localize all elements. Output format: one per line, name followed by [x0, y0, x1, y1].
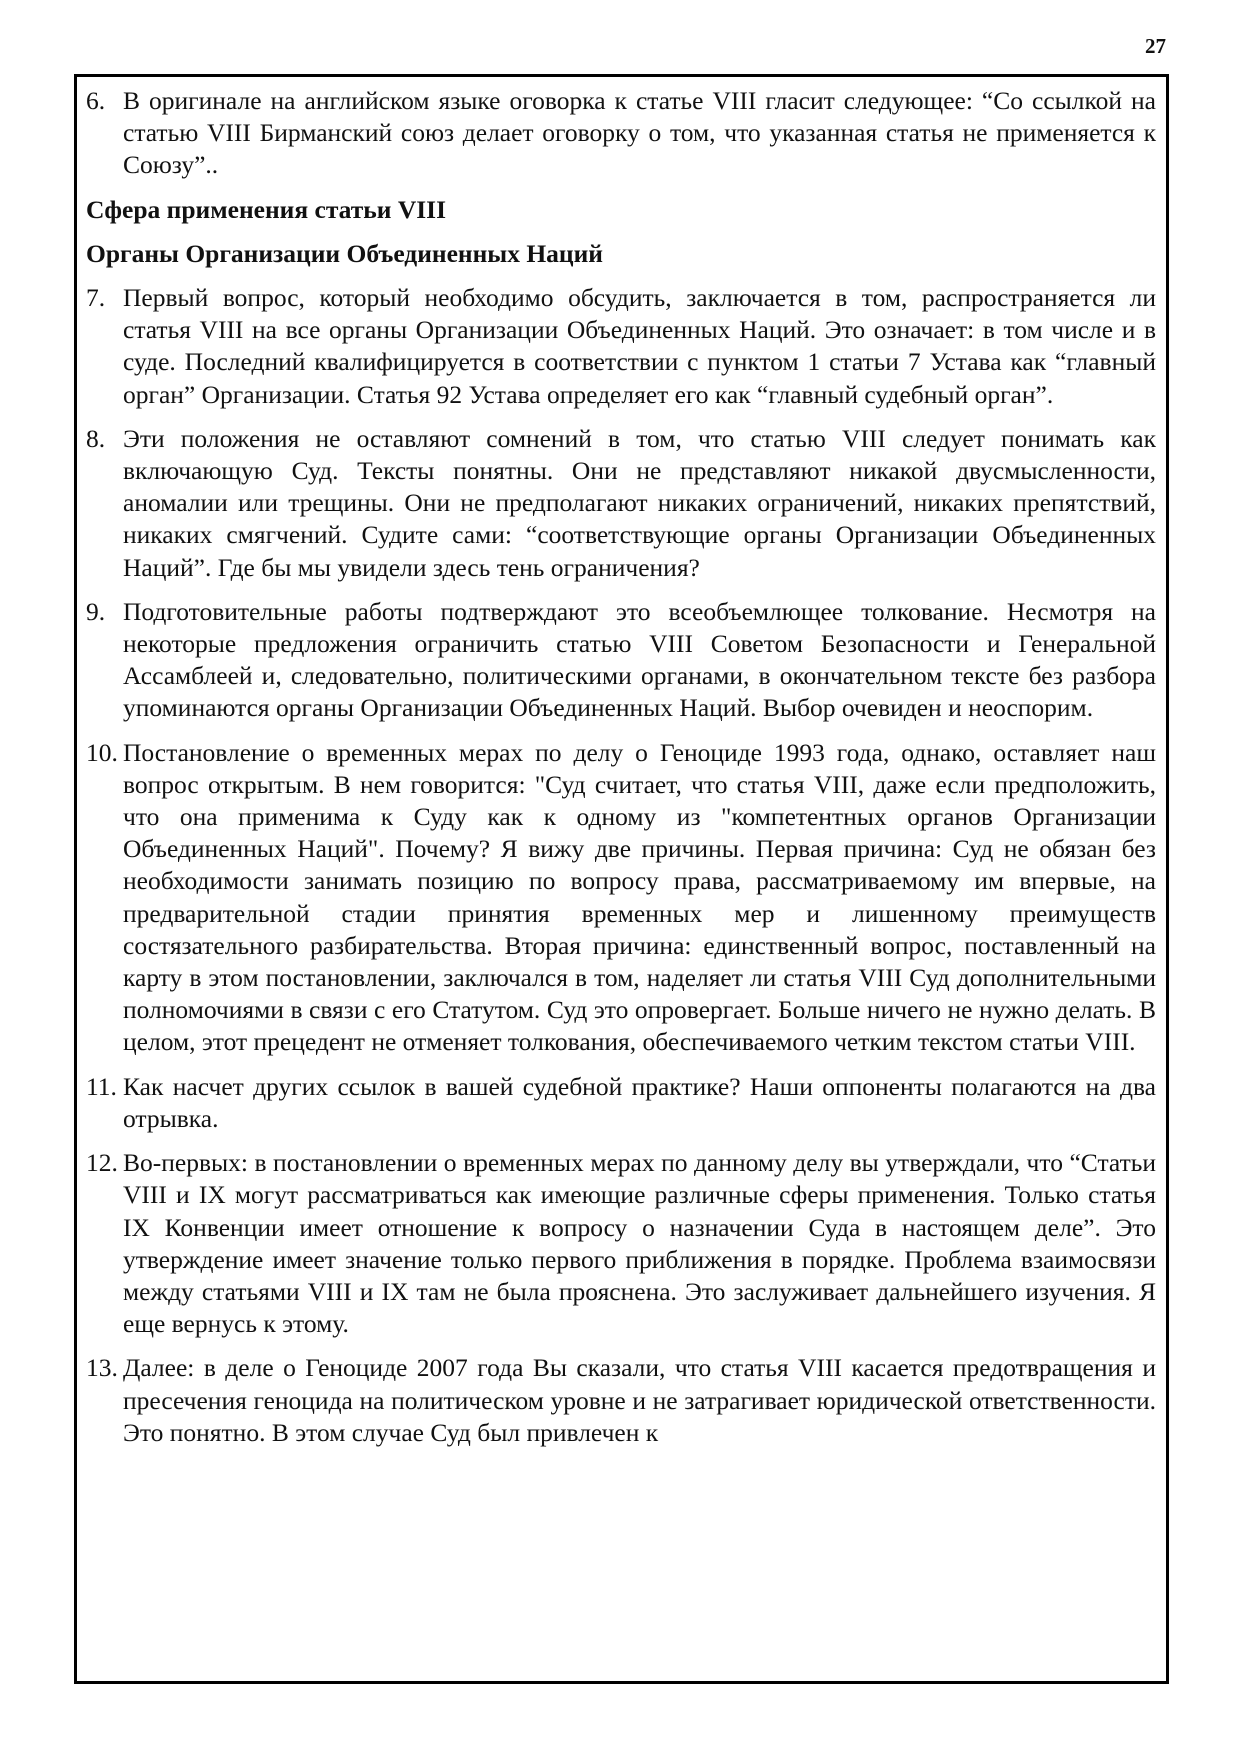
paragraph-number: 12.: [86, 1148, 118, 1178]
paragraph-number: 7.: [86, 283, 106, 313]
paragraph-text: Первый вопрос, который необходимо обсудить, заключается в том, распространяется ли статья VIII на все органы Организации Объединенных Наций. Это означает: в том числе и в суде. Последний квалифицируется в соответствии с пунктом 1 статьи 7 Устава как “главный орган” Организации. Статья 92 Устава определяет его как “главный судебный орган”.: [123, 283, 1156, 409]
section-heading: Сфера применения статьи VIII: [86, 194, 447, 224]
paragraph-8: [86, 423, 1156, 584]
paragraph-text: Эти положения не оставляют сомнений в том, что статью VIII следует понимать как включающую Суд. Тексты понятны. Они не представляют никакой двусмысленности, аномалии или трещины. Они не предполагают никаких ограничений, никаких препятствий, никаких смягчений. Судите сами: “соответствующие органы Организации Объединенных Наций”. Где бы мы увидели здесь тень ограничения?: [123, 423, 1156, 582]
paragraph-text: Во-первых: в постановлении о временных мерах по данному делу вы утверждали, что “Статьи VIII и IX могут рассматриваться как имеющие различные сферы применения. Только статья IX Конвенции имеет отношение к вопросу о назначении Суда в настоящем деле”. Это утверждение имеет значение только первого приближения в порядке. Проблема взаимосвязи между статьями VIII и IX там не была прояснена. Это заслуживает дальнейшего изучения. Я еще вернусь к этому.: [123, 1148, 1156, 1339]
paragraph-6: [86, 85, 1156, 182]
paragraph-11: [86, 1071, 1156, 1135]
paragraph-text: Постановление о временных мерах по делу о Геноциде 1993 года, однако, оставляет наш вопрос открытым. В нем говорится: "Суд считает, что статья VIII, даже если предположить, что она применима к Суду как к одному из "компетентных органов Организации Объединенных Наций". Почему? Я вижу две причины. Первая причина: Суд не обязан без необходимости занимать позицию по вопросу права, рассматриваемому им впервые, на предварительной стадии принятия временных мер и лишенному преимуществ состязательного разбирательства. Вторая причина: единственный вопрос, поставленный на карту в этом постановлении, заключался в том, наделяет ли статья VIII Суд дополнительными полномочиями в связи с его Статутом. Суд это опровергает. Больше ничего не нужно делать. В целом, этот прецедент не отменяет толкования, обеспечиваемого четким текстом статьи VIII.: [123, 737, 1156, 1057]
subsection-heading: Органы Организации Объединенных Наций: [86, 238, 603, 268]
paragraph-number: 6.: [86, 86, 106, 115]
paragraph-number: 8.: [86, 423, 106, 453]
paragraph-number: 9.: [86, 596, 106, 626]
paragraph-number: 10.: [86, 737, 118, 767]
paragraph-number: 13.: [86, 1353, 118, 1383]
paragraph-text: В оригинале на английском языке оговорка к статье VIII гласит следующее: “Со ссылкой на статью VIII Бирманский союз делает оговорку о том, что указанная статья не применяется к Союзу”..: [123, 86, 1156, 180]
paragraph-text: Как насчет других ссылок в вашей судебной практике? Наши оппоненты полагаются на два отрывка.: [123, 1071, 1156, 1133]
paragraph-10: [86, 737, 1156, 1059]
paragraph-13: [86, 1352, 1156, 1449]
paragraph-text: Далее: в деле о Геноциде 2007 года Вы сказали, что статья VIII касается предотвращения и пресечения геноцида на политическом уровне и не затрагивает юридической ответственности. Это понятно. В этом случае Суд был привлечен к: [123, 1353, 1156, 1447]
paragraph-12: [86, 1147, 1156, 1340]
paragraph-number: 11.: [86, 1071, 117, 1101]
page-number: 27: [1145, 34, 1166, 58]
paragraph-text: Подготовительные работы подтверждают это всеобъемлющее толкование. Несмотря на некоторые предложения ограничить статью VIII Советом Безопасности и Генеральной Ассамблеей и, следовательно, политическими органами, в окончательном тексте без разбора упоминаются органы Организации Объединенных Наций. Выбор очевиден и неоспорим.: [123, 596, 1156, 723]
paragraph-9: [86, 596, 1156, 725]
text-frame: [74, 74, 1169, 1684]
paragraph-7: [86, 282, 1156, 411]
